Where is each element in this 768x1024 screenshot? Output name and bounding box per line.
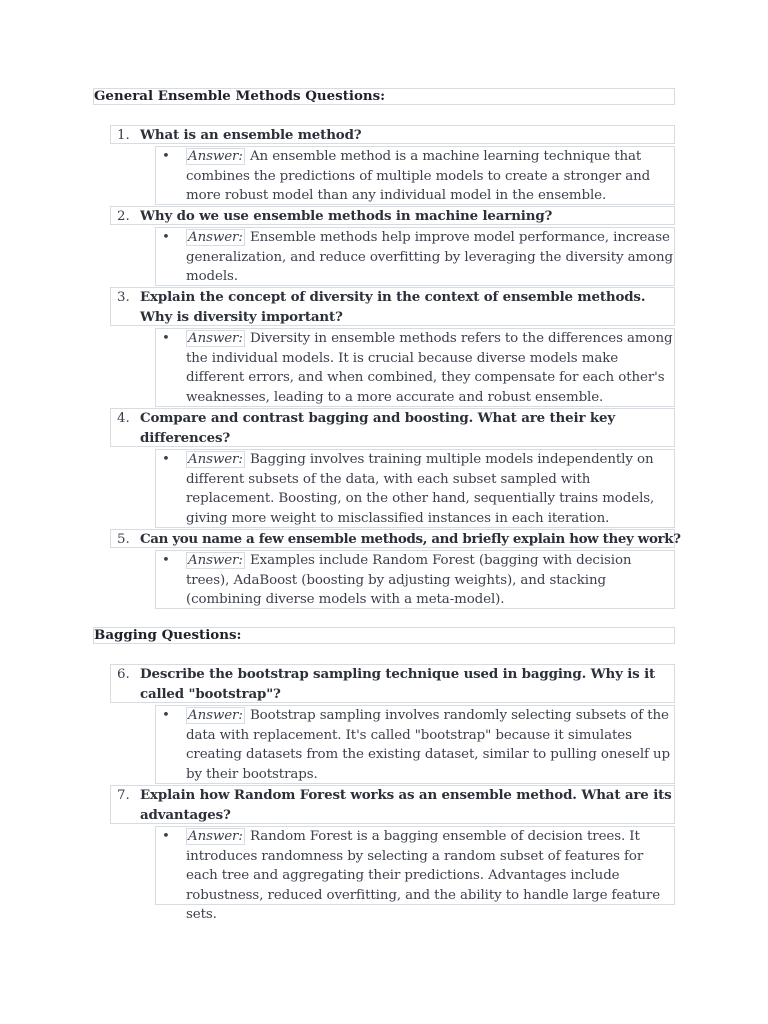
bullet-icon: • [162,149,170,164]
answer-label: Answer: [188,149,243,164]
answer-item-6 [155,705,675,784]
bullet-icon: • [162,331,170,346]
question-text: What is an ensemble method? [140,127,362,143]
answer-label: Answer: [188,452,243,467]
answer-label: Answer: [188,708,243,723]
answer-item-1 [155,146,675,205]
bullet-icon: • [162,708,170,723]
question-text: Why do we use ensemble methods in machine learning? [140,208,553,224]
answer-label: Answer: [188,331,243,346]
answer-text: Ensemble methods help improve model performance, increase generalization, and reduce overfitting by leveraging the diversity among models. [186,230,674,285]
question-text: Describe the bootstrap sampling technique used in bagging. Why is it called "bootstrap"? [140,666,656,702]
bullet-icon: • [162,829,170,844]
answer-item-5 [155,550,675,609]
answer-text: Bootstrap sampling involves randomly selecting subsets of the data with replacement. It's called "bootstrap" because it simulates creating datasets from the existing dataset, similar to pulling oneself up by their bootstraps. [186,708,671,782]
answer-item-3 [155,328,675,407]
question-item-4 [110,408,675,447]
question-number: 1. [117,128,130,143]
answer-text: Random Forest is a bagging ensemble of decision trees. It introduces randomness by selecting a random subset of features for each tree and aggregating their predictions. Advantages include robustness, reduced overfitting, and the ability to handle large feature sets. [186,829,661,923]
answer-item-2 [155,227,675,286]
question-item-2 [110,206,675,225]
question-text: Explain the concept of diversity in the context of ensemble methods. Why is diversity important? [140,289,646,325]
question-number: 2. [117,209,130,224]
answer-text: An ensemble method is a machine learning technique that combines the predictions of multiple models to create a stronger and more robust model than any individual model in the ensemble. [186,149,651,204]
answer-text: Examples include Random Forest (bagging with decision trees), AdaBoost (boosting by adjusting weights), and stacking (combining diverse models with a meta-model). [186,553,632,608]
question-text: Can you name a few ensemble methods, and briefly explain how they work? [140,531,681,547]
question-item-6 [110,664,675,703]
question-item-3 [110,287,675,326]
question-text: Compare and contrast bagging and boosting. What are their key differences? [140,410,615,446]
section-heading-bagging: Bagging Questions: [93,627,675,644]
question-number: 5. [117,532,130,547]
answer-label: Answer: [188,829,243,844]
answer-label: Answer: [188,230,243,245]
question-item-1 [110,125,675,144]
bullet-icon: • [162,230,170,245]
question-item-7 [110,785,675,824]
question-number: 4. [117,411,130,426]
answer-text: Bagging involves training multiple models independently on different subsets of the data, with each subset sampled with replacement. Boosting, on the other hand, sequentially trains models, giving more weight to misclassified instances in each iteration. [186,452,655,526]
question-number: 6. [117,667,130,682]
answer-label: Answer: [188,553,243,568]
question-number: 7. [117,788,130,803]
answer-item-7 [155,826,675,923]
section-heading-general: General Ensemble Methods Questions: [93,88,675,105]
question-item-5 [110,529,681,548]
bullet-icon: • [162,452,170,467]
answer-text: Diversity in ensemble methods refers to the differences among the individual models. It is crucial because diverse models make different errors, and when combined, they compensate for each other's weaknesses, leading to a more accurate and robust ensemble. [186,331,673,405]
question-number: 3. [117,290,130,305]
answer-item-4 [155,449,675,528]
question-text: Explain how Random Forest works as an ensemble method. What are its advantages? [140,787,672,823]
bullet-icon: • [162,553,170,568]
